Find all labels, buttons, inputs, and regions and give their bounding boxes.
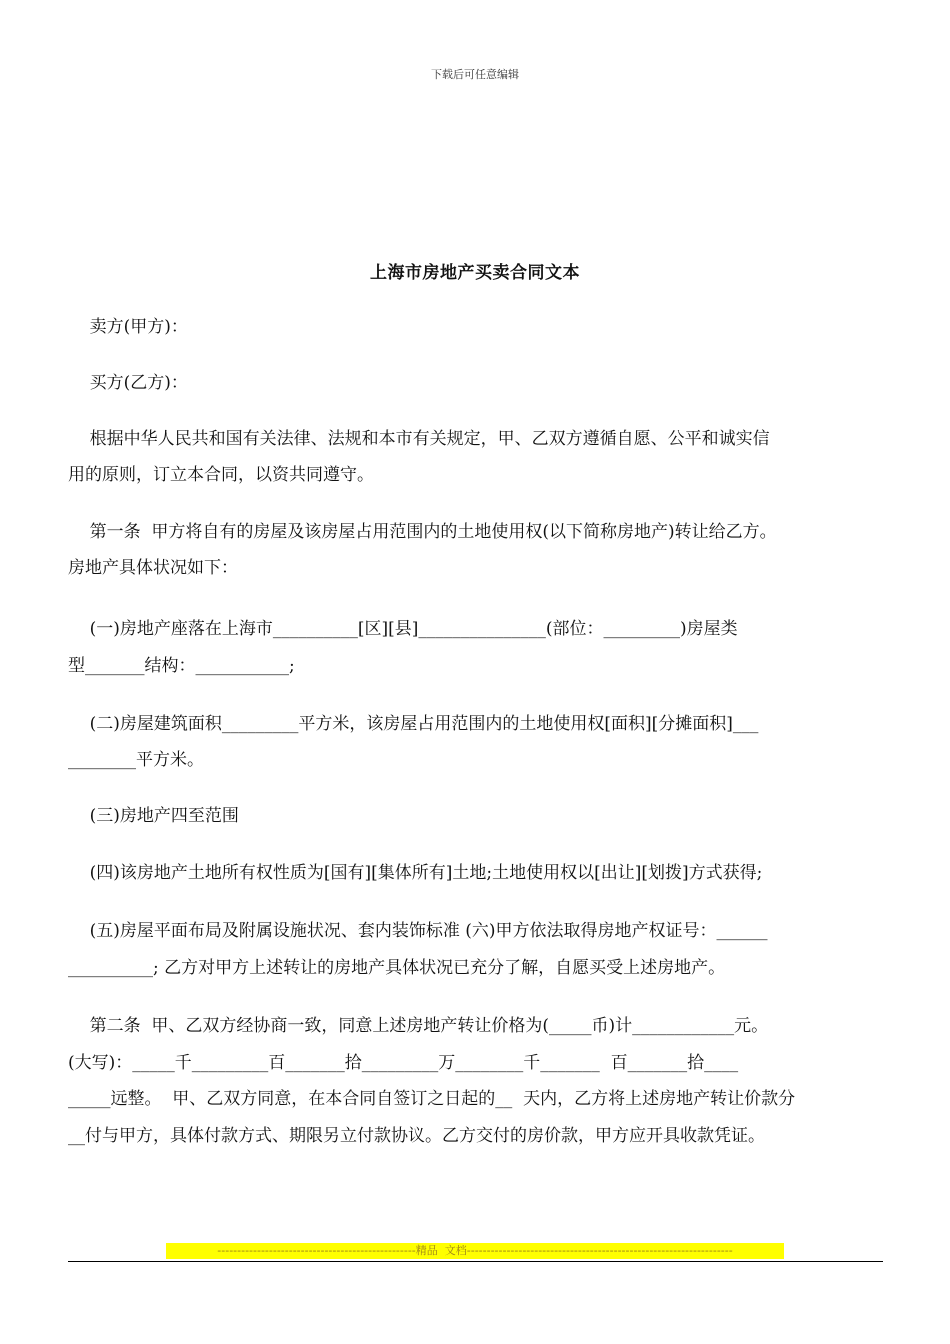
document-title: 上海市房地产买卖合同文本 xyxy=(370,263,580,283)
clause-1-line-2: 型_______结构：___________; xyxy=(68,656,295,676)
footer-watermark: --------------------------------------------------精品 文档------------------------------------------------------------------- xyxy=(166,1243,784,1259)
clause-5-6-line-1: (五)房屋平面布局及附属设施状况、套内装饰标准 (六)甲方依法取得房地产权证号：______ xyxy=(68,921,768,941)
footer-divider xyxy=(68,1261,883,1262)
article-2-line-1: 第二条 甲、乙双方经协商一致，同意上述房地产转让价格为(_____币)计____________元。 xyxy=(68,1016,769,1036)
seller-line: 卖方(甲方)： xyxy=(68,317,188,337)
article-1-line-1: 第一条 甲方将自有的房屋及该房屋占用范围内的土地使用权(以下简称房地产)转让给乙方。 xyxy=(68,522,777,542)
article-2-line-3: _____远整。 甲、乙双方同意，在本合同自签订之日起的__ 天内，乙方将上述房地产转让价款分 xyxy=(68,1089,796,1109)
clause-2-line-2: ________平方米。 xyxy=(68,750,204,770)
preamble-line-2: 用的原则，订立本合同，以资共同遵守。 xyxy=(68,465,374,485)
clause-5-6-line-2: __________; 乙方对甲方上述转让的房地产具体状况已充分了解，自愿买受上述房地产。 xyxy=(68,958,726,978)
article-1-line-2: 房地产具体状况如下： xyxy=(68,558,238,578)
header-note: 下载后可任意编辑 xyxy=(431,68,519,81)
buyer-line: 买方(乙方)： xyxy=(68,373,188,393)
preamble-line-1: 根据中华人民共和国有关法律、法规和本市有关规定，甲、乙双方遵循自愿、公平和诚实信 xyxy=(68,429,770,449)
article-2-line-2: (大写)：_____千_________百_______拾_________万________千_______ 百_______拾____ xyxy=(68,1053,739,1073)
clause-4-line: (四)该房地产土地所有权性质为[国有][集体所有]土地;土地使用权以[出让][划拨]方式获得; xyxy=(68,863,763,883)
clause-1-line-1: (一)房地产座落在上海市__________[区][县]_______________(部位：_________)房屋类 xyxy=(68,619,738,639)
clause-3-line: (三)房地产四至范围 xyxy=(68,806,239,826)
clause-2-line-1: (二)房屋建筑面积_________平方米，该房屋占用范围内的土地使用权[面积][分摊面积]___ xyxy=(68,714,759,734)
article-2-line-4: __付与甲方，具体付款方式、期限另立付款协议。乙方交付的房价款，甲方应开具收款凭证。 xyxy=(68,1126,765,1146)
